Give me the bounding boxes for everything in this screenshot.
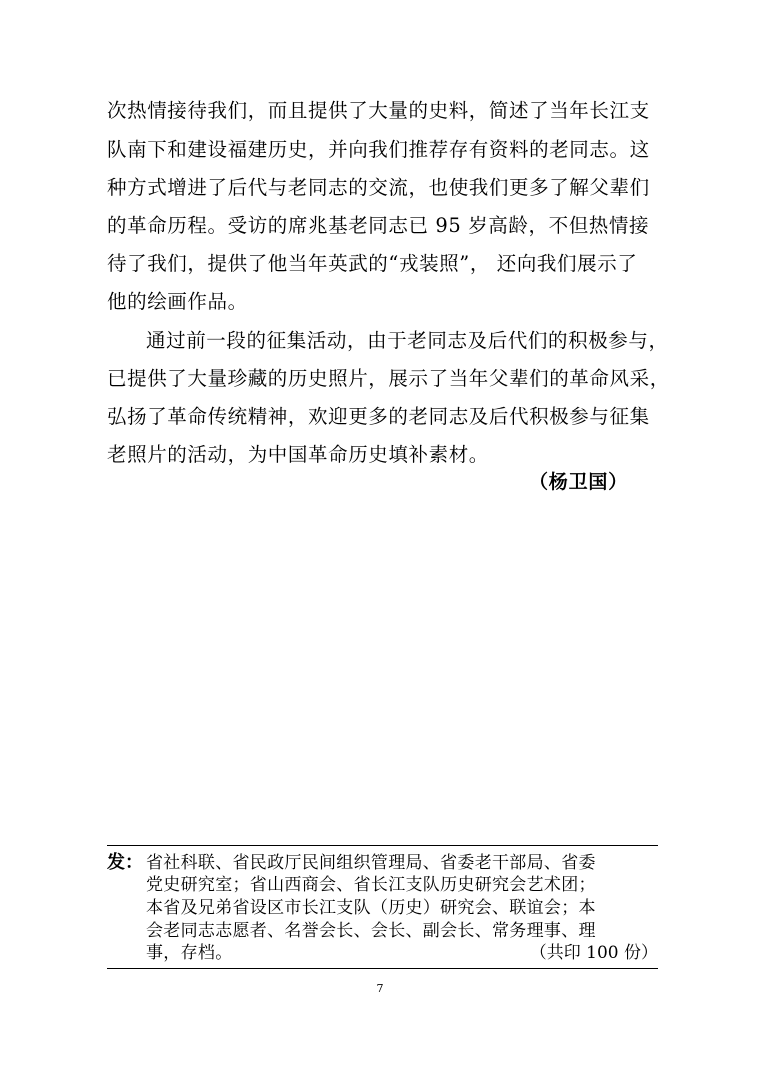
paragraph-1-line-5: 待了我们，提供了他当年英武的“戎装照”， 还向我们展示了 [107, 252, 638, 275]
paragraph-1-line-2: 队南下和建设福建历史，并向我们推荐存有资料的老同志。这 [107, 138, 650, 161]
paragraph-2-line-3: 弘扬了革命传统精神，欢迎更多的老同志及后代积极参与征集 [107, 405, 650, 428]
distribution-label: 发： [107, 852, 143, 873]
print-copies: （共印 100 份） [529, 943, 658, 963]
author-signature: （杨卫国） [529, 471, 629, 493]
distribution-bottom-rule [107, 968, 658, 969]
distribution-line-2: 党史研究室；省山西商会、省长江支队历史研究会艺术团； [146, 875, 596, 895]
paragraph-1-line-1: 次热情接待我们，而且提供了大量的史料，简述了当年长江支 [107, 99, 650, 122]
paragraph-2-line-4: 老照片的活动，为中国革命历史填补素材。 [107, 443, 489, 466]
paragraph-1-line-6: 他的绘画作品。 [107, 290, 248, 313]
paragraph-1-line-4: 的革命历程。受访的席兆基老同志已 95 岁高龄，不但热情接 [107, 214, 650, 237]
paragraph-2-line-1: 通过前一段的征集活动，由于老同志及后代们的积极参与， [146, 329, 669, 352]
distribution-top-rule [107, 845, 658, 846]
distribution-line-3: 本省及兄弟省设区市长江支队（历史）研究会、联谊会；本 [146, 898, 596, 918]
distribution-line-5: 事，存档。 [146, 943, 233, 963]
paragraph-2-line-2: 已提供了大量珍藏的历史照片，展示了当年父辈们的革命风采， [107, 367, 670, 390]
paragraph-1-line-3: 种方式增进了后代与老同志的交流，也使我们更多了解父辈们 [107, 176, 650, 199]
distribution-line-4: 会老同志志愿者、名誉会长、会长、副会长、常务理事、理 [146, 921, 596, 941]
page-number: 7 [376, 982, 384, 995]
distribution-line-1: 省社科联、省民政厅民间组织管理局、省委老干部局、省委 [146, 853, 596, 873]
